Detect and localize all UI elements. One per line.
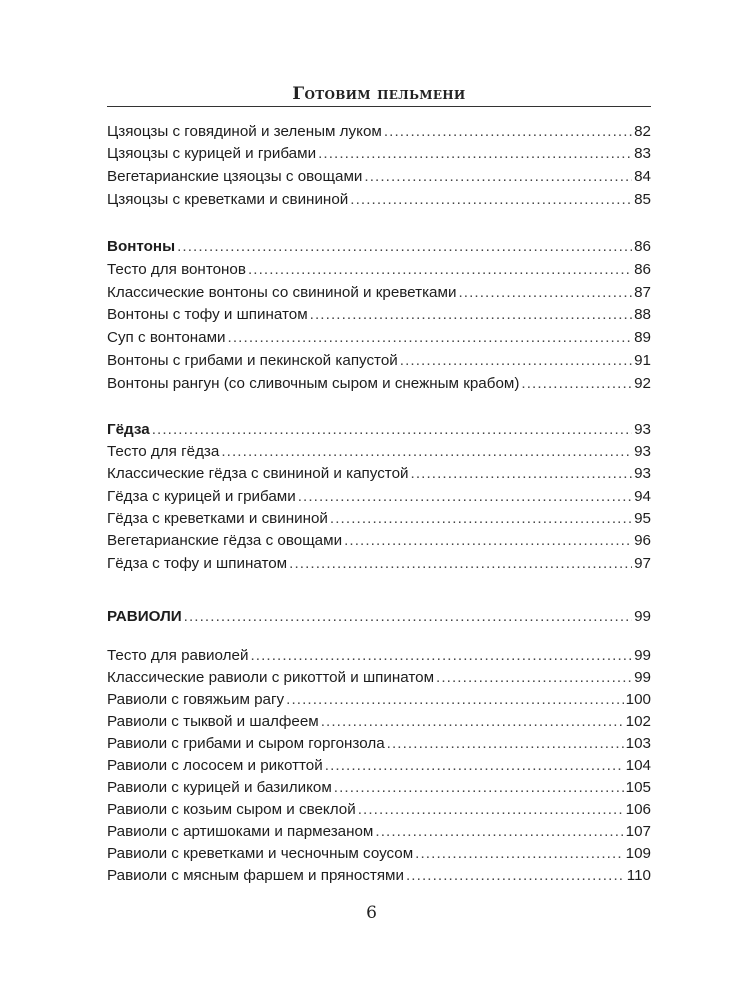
toc-entry-title: Равиоли с козьим сыром и свеклой <box>107 801 356 818</box>
dot-leader <box>298 486 632 508</box>
toc-entry-title: Вегетарианские гёдза с овощами <box>107 532 343 549</box>
toc-entry-page: 94 <box>634 488 651 505</box>
dot-leader <box>289 553 632 575</box>
toc-entry-page: 92 <box>634 375 651 392</box>
toc-entry <box>107 799 651 821</box>
toc-entry <box>107 843 651 865</box>
page-number: 6 <box>366 903 377 923</box>
toc-entry-title: Цзяоцзы с креветками и свининой <box>107 191 349 208</box>
toc-entry <box>107 327 651 349</box>
toc-entry <box>107 304 651 326</box>
toc-entry <box>107 508 651 530</box>
toc-entry-title: Равиоли с лососем и рикоттой <box>107 757 323 774</box>
toc-entry-title: РАВИОЛИ <box>107 608 182 625</box>
dot-leader <box>184 606 632 628</box>
toc-entry-title: Гёдза с тофу и шпинатом <box>107 555 288 572</box>
toc-entry <box>107 865 651 887</box>
toc-entry <box>107 486 651 508</box>
dot-leader <box>177 236 632 258</box>
toc-entry-title: Цзяоцзы с курицей и грибами <box>107 145 317 162</box>
toc-entry-page: 106 <box>625 801 651 818</box>
toc-entry-page: 109 <box>625 845 651 862</box>
toc-entry-title: Гёдза с курицей и грибами <box>107 488 296 505</box>
dot-leader <box>321 711 624 733</box>
toc-entry-page: 97 <box>634 555 651 572</box>
toc-entry-page: 86 <box>634 261 651 278</box>
toc-entry-title: Гёдза с креветками и свининой <box>107 510 328 527</box>
toc-entry-page: 107 <box>625 823 651 840</box>
toc-entry-page: 93 <box>634 443 651 460</box>
dot-leader <box>415 843 623 865</box>
dot-leader <box>387 733 624 755</box>
toc-entry <box>107 166 651 188</box>
toc-entry <box>107 121 651 143</box>
toc-entry-title: Тесто для равиолей <box>107 647 249 664</box>
dot-leader <box>334 777 624 799</box>
dot-leader <box>436 667 632 689</box>
toc-section-heading <box>107 419 651 441</box>
toc-entry-page: 93 <box>634 465 651 482</box>
dot-leader <box>318 143 632 165</box>
toc-entry <box>107 733 651 755</box>
toc-entry <box>107 777 651 799</box>
toc-entry-title: Вонтоны рангун (со сливочным сыром и снежным крабом) <box>107 375 520 392</box>
toc-entry <box>107 143 651 165</box>
toc-section-heading <box>107 606 651 628</box>
toc-entry-page: 91 <box>634 352 651 369</box>
toc-entry-title: Вонтоны с тофу и шпинатом <box>107 306 308 323</box>
toc-entry <box>107 530 651 552</box>
toc-entry-title: Классические гёдза с свининой и капустой <box>107 465 409 482</box>
toc-entry-title: Равиоли с мясным фаршем и пряностями <box>107 867 404 884</box>
dot-leader <box>152 419 632 441</box>
dot-leader <box>248 259 632 281</box>
dot-leader <box>384 121 632 143</box>
toc-entry <box>107 711 651 733</box>
toc-entry <box>107 441 651 463</box>
toc-entry-page: 105 <box>625 779 651 796</box>
toc-entry-title: Равиоли с курицей и базиликом <box>107 779 332 796</box>
toc-entry-title: Равиоли с тыквой и шалфеем <box>107 713 319 730</box>
toc-entry-title: Равиоли с артишоками и пармезаном <box>107 823 374 840</box>
toc-entry <box>107 189 651 211</box>
toc-entry-title: Тесто для гёдза <box>107 443 220 460</box>
toc-entry <box>107 259 651 281</box>
toc-entry <box>107 350 651 372</box>
toc-entry <box>107 755 651 777</box>
toc-entry-page: 88 <box>634 306 651 323</box>
dot-leader <box>375 821 623 843</box>
toc-entry <box>107 645 651 667</box>
toc-entry-page: 103 <box>625 735 651 752</box>
toc-entry-title: Равиоли с креветками и чесночным соусом <box>107 845 414 862</box>
toc-entry-page: 86 <box>634 238 651 255</box>
running-head: Готовим пельмени <box>292 84 466 104</box>
toc-entry-page: 82 <box>634 123 651 140</box>
toc-entry <box>107 689 651 711</box>
toc-entry-page: 99 <box>634 669 651 686</box>
dot-leader <box>411 463 633 485</box>
toc-entry-title: Цзяоцзы с говядиной и зеленым луком <box>107 123 382 140</box>
toc-entry-title: Вонтоны <box>107 238 176 255</box>
toc-entry <box>107 282 651 304</box>
toc-entry-page: 89 <box>634 329 651 346</box>
dot-leader <box>358 799 624 821</box>
toc-entry-title: Гёдза <box>107 421 150 438</box>
toc-entry <box>107 667 651 689</box>
toc-entry-page: 102 <box>625 713 651 730</box>
toc-entry-title: Вегетарианские цзяоцзы с овощами <box>107 168 363 185</box>
toc-entry-page: 96 <box>634 532 651 549</box>
toc-entry-page: 83 <box>634 145 651 162</box>
dot-leader <box>221 441 632 463</box>
toc-entry-page: 100 <box>625 691 651 708</box>
dot-leader <box>330 508 632 530</box>
dot-leader <box>364 166 632 188</box>
header-rule <box>107 106 651 107</box>
toc-entry-page: 110 <box>626 867 651 884</box>
toc-entry-title: Вонтоны с грибами и пекинской капустой <box>107 352 398 369</box>
toc-entry-title: Равиоли с грибами и сыром горгонзола <box>107 735 385 752</box>
toc-entry-page: 93 <box>634 421 651 438</box>
toc-entry-page: 84 <box>634 168 651 185</box>
dot-leader <box>310 304 632 326</box>
toc-entry-page: 87 <box>634 284 651 301</box>
toc-entry-page: 99 <box>634 647 651 664</box>
dot-leader <box>325 755 624 777</box>
dot-leader <box>250 645 632 667</box>
toc-entry <box>107 373 651 395</box>
toc-entry <box>107 553 651 575</box>
dot-leader <box>350 189 632 211</box>
toc-entry-title: Классические равиоли с рикоттой и шпинатом <box>107 669 435 686</box>
dot-leader <box>458 282 632 304</box>
dot-leader <box>344 530 632 552</box>
toc-entry <box>107 821 651 843</box>
toc-entry-title: Суп с вонтонами <box>107 329 226 346</box>
toc-entry-page: 99 <box>634 608 651 625</box>
toc-entry-title: Равиоли с говяжьим рагу <box>107 691 285 708</box>
toc-entry-title: Классические вонтоны со свининой и креветками <box>107 284 457 301</box>
toc-entry-title: Тесто для вонтонов <box>107 261 246 278</box>
toc-entry-page: 95 <box>634 510 651 527</box>
toc-entry-page: 85 <box>634 191 651 208</box>
dot-leader <box>286 689 624 711</box>
dot-leader <box>400 350 632 372</box>
dot-leader <box>406 865 625 887</box>
toc-section-heading <box>107 236 651 258</box>
toc-entry <box>107 463 651 485</box>
dot-leader <box>228 327 633 349</box>
toc-entry-page: 104 <box>625 757 651 774</box>
dot-leader <box>521 373 632 395</box>
